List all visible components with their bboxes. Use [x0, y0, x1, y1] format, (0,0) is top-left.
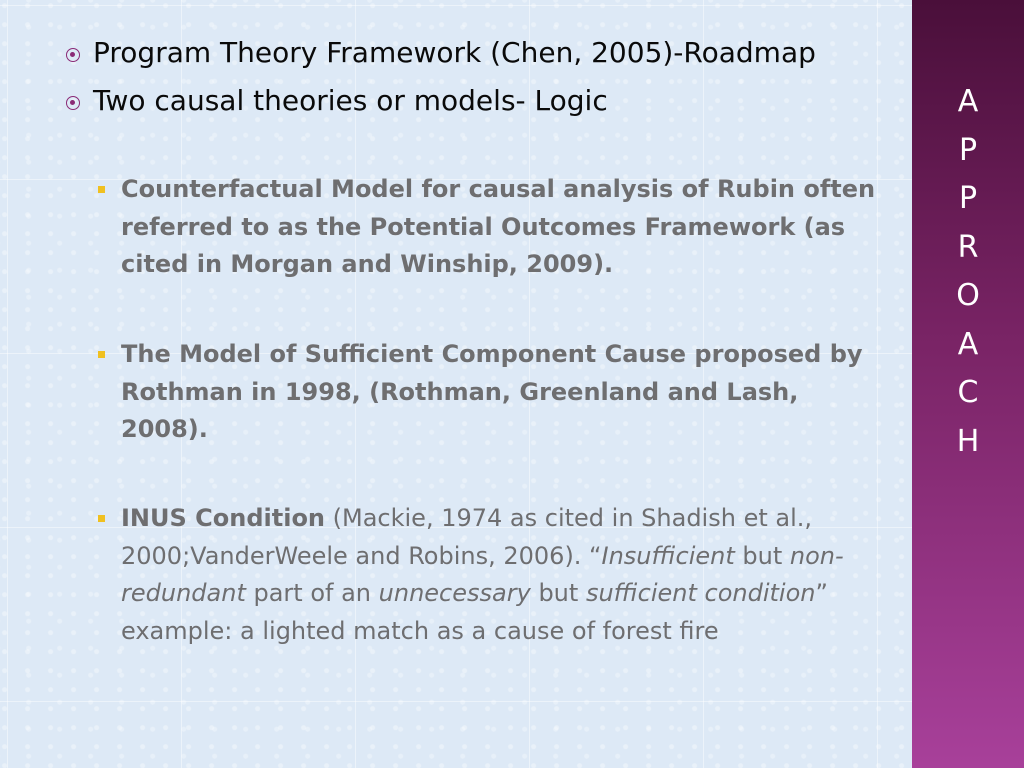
radio-bullet-icon	[66, 48, 80, 62]
sub-bullet-text	[121, 500, 891, 650]
inus-connector: part of an	[245, 579, 379, 607]
inus-term-sufficient-condition: sufficient condition	[585, 579, 816, 607]
inus-connector: but	[734, 541, 790, 570]
inus-term-unnecessary: unnecessary	[378, 579, 531, 607]
square-bullet-icon	[98, 351, 105, 358]
side-title-letter: A	[957, 326, 979, 362]
sub-bullet-text: Counterfactual Model for causal analysis of Rubin often referred to as the Potential Outcomes Framework (as cited in Morgan and Winship, 2009).	[121, 175, 876, 278]
inus-citation: (Mackie, 1974 as cited in Shadish et al., 2000;VanderWeele and Robins, 2006). “	[121, 504, 812, 570]
inus-connector: but	[530, 579, 586, 607]
inus-term-insufficient: Insufficient	[601, 541, 735, 570]
side-title-letter: C	[957, 375, 979, 410]
side-title-letter: P	[958, 132, 978, 168]
inus-heading: INUS Condition	[121, 504, 326, 532]
bullet-text: Two causal theories or models- Logic	[93, 84, 608, 117]
sub-bullet-text: The Model of Sufficient Component Cause proposed by Rothman in 1998, (Rothman, Greenland and Lash, 2008).	[121, 340, 863, 443]
inus-example: ” example: a lighted match as a cause of forest fire	[121, 579, 828, 645]
inus-term-non-redundant: non-redundant	[121, 541, 844, 607]
bullet-text: Program Theory Framework (Chen, 2005)-Roadmap	[93, 36, 816, 69]
side-title-letter: O	[956, 278, 980, 313]
radio-bullet-icon	[66, 96, 80, 110]
square-bullet-icon	[98, 186, 105, 193]
side-title-bar	[912, 0, 1024, 768]
side-title-letter: R	[957, 229, 979, 265]
side-title-letter: A	[957, 84, 979, 119]
side-title-letter: H	[956, 423, 980, 459]
side-title-letter: P	[958, 181, 978, 216]
square-bullet-icon	[98, 515, 105, 522]
